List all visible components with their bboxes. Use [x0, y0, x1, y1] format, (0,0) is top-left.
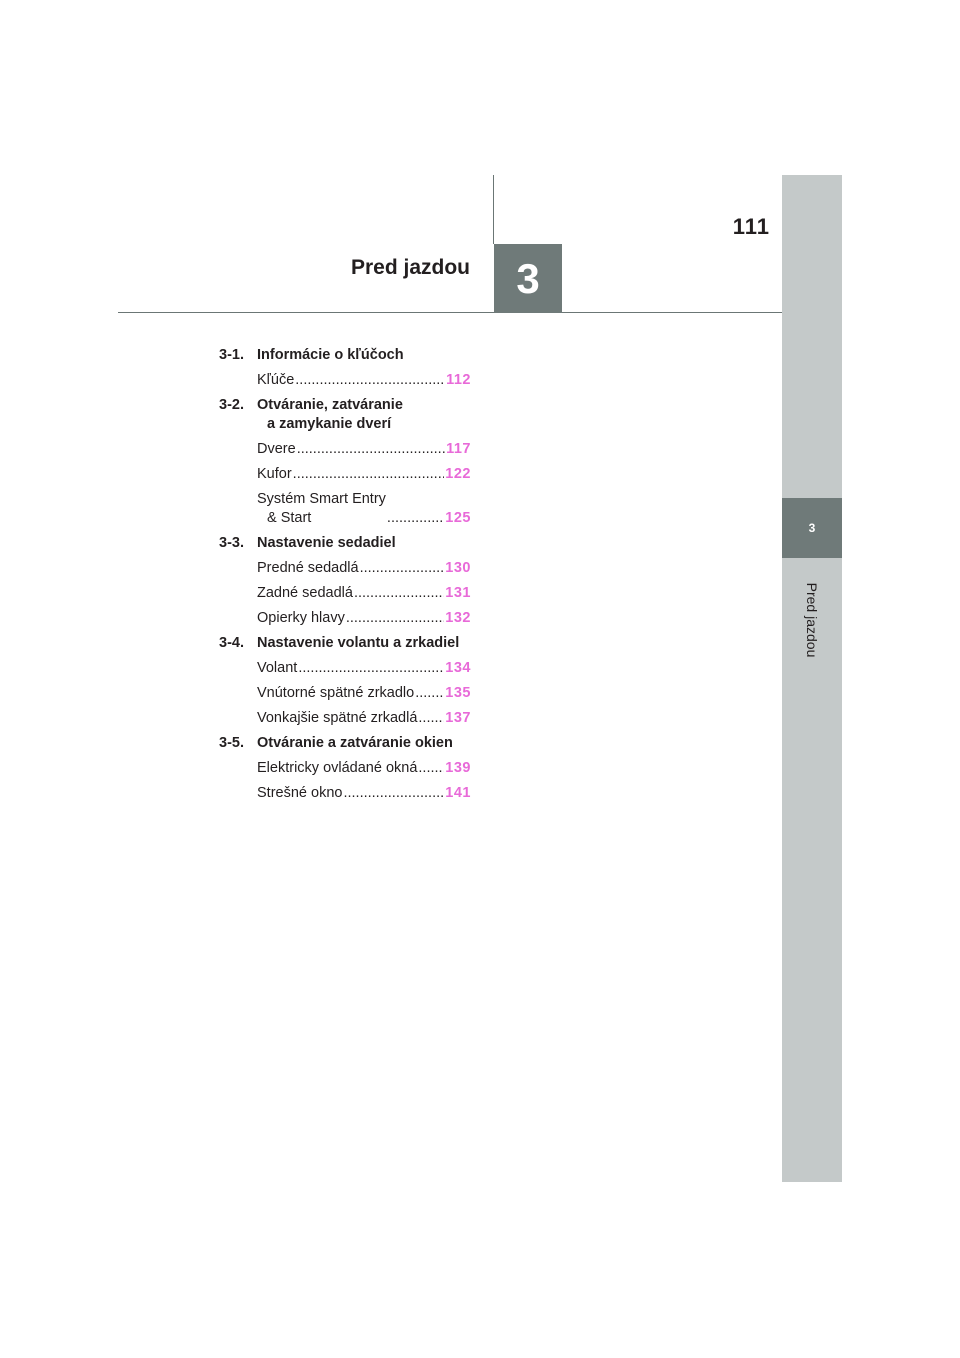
toc-entry-front-seats[interactable] — [257, 559, 471, 578]
entry-label: Dvere — [257, 441, 296, 457]
section-title: Nastavenie volantu a zrkadiel — [257, 635, 460, 651]
page-link[interactable]: 139 — [445, 760, 471, 776]
page-link[interactable]: 131 — [445, 585, 471, 601]
section-number: 3-3. — [219, 535, 244, 551]
toc-entry-outside-mirrors[interactable] — [257, 709, 471, 728]
page-link[interactable]: 132 — [445, 610, 471, 626]
dot-leader — [346, 609, 444, 628]
entry-label: Kľúče — [257, 372, 295, 388]
section-title: Nastavenie sedadiel — [257, 535, 396, 551]
dot-leader — [387, 509, 444, 528]
page-link[interactable]: 134 — [445, 660, 471, 676]
toc-entry-keys[interactable] — [257, 371, 471, 390]
toc-entry-head-restraints[interactable] — [257, 609, 471, 628]
page-link[interactable]: 137 — [445, 710, 471, 726]
dot-leader — [360, 559, 445, 578]
dot-leader — [418, 709, 444, 728]
page-link[interactable]: 117 — [446, 441, 471, 457]
page-link[interactable]: 125 — [445, 510, 471, 526]
entry-label: Systém Smart Entry & Start — [257, 491, 386, 526]
toc-entry-power-windows[interactable] — [257, 759, 471, 778]
dot-leader — [415, 684, 444, 703]
dot-leader — [298, 659, 444, 678]
toc-section — [219, 634, 471, 653]
page-link[interactable]: 130 — [445, 560, 471, 576]
side-chapter-tab[interactable]: 3 — [782, 498, 842, 558]
dot-leader — [295, 371, 445, 390]
section-number: 3-5. — [219, 735, 244, 751]
entry-label: Elektricky ovládané okná — [257, 760, 418, 776]
side-chapter-label: Pred jazdou — [804, 582, 820, 658]
section-number: 3-2. — [219, 397, 244, 413]
toc-entry-moon-roof[interactable] — [257, 784, 471, 803]
dot-leader — [297, 440, 445, 459]
table-of-contents — [219, 346, 471, 809]
entry-label: Vonkajšie spätné zrkadlá — [257, 710, 418, 726]
toc-section — [219, 734, 471, 753]
toc-entry-doors[interactable] — [257, 440, 471, 459]
entry-label: Zadné sedadlá — [257, 585, 353, 601]
toc-section — [219, 346, 471, 365]
header-divider-horizontal — [118, 312, 782, 313]
dot-leader — [354, 584, 444, 603]
entry-label: Strešné okno — [257, 785, 343, 801]
chapter-number-box: 3 — [494, 244, 562, 313]
page-link[interactable]: 135 — [445, 685, 471, 701]
toc-section — [219, 534, 471, 553]
entry-label: Opierky hlavy — [257, 610, 345, 626]
chapter-title: Pred jazdou — [350, 256, 470, 279]
header-divider-vertical — [493, 175, 494, 244]
toc-entry-trunk[interactable] — [257, 465, 471, 484]
section-title: Otváranie a zatváranie okien — [257, 735, 453, 751]
page-link[interactable]: 112 — [446, 372, 471, 388]
section-title: Otváranie, zatváranie a zamykanie dverí — [257, 397, 403, 432]
toc-entry-steering-wheel[interactable] — [257, 659, 471, 678]
section-title: Informácie o kľúčoch — [257, 347, 404, 363]
side-strip — [782, 175, 842, 1182]
page-link[interactable]: 141 — [445, 785, 471, 801]
page-number: 111 — [732, 214, 770, 239]
section-number: 3-4. — [219, 635, 244, 651]
section-number: 3-1. — [219, 347, 244, 363]
dot-leader — [343, 784, 444, 803]
entry-label: Volant — [257, 660, 298, 676]
toc-entry-smart-entry[interactable] — [257, 490, 471, 528]
entry-label: Kufor — [257, 466, 292, 482]
entry-label: Vnútorné spätné zrkadlo — [257, 685, 415, 701]
page-link[interactable]: 122 — [445, 466, 471, 482]
toc-entry-rear-seats[interactable] — [257, 584, 471, 603]
toc-entry-inside-mirror[interactable] — [257, 684, 471, 703]
toc-section — [219, 396, 471, 434]
entry-label: Predné sedadlá — [257, 560, 359, 576]
dot-leader — [418, 759, 444, 778]
dot-leader — [293, 465, 445, 484]
